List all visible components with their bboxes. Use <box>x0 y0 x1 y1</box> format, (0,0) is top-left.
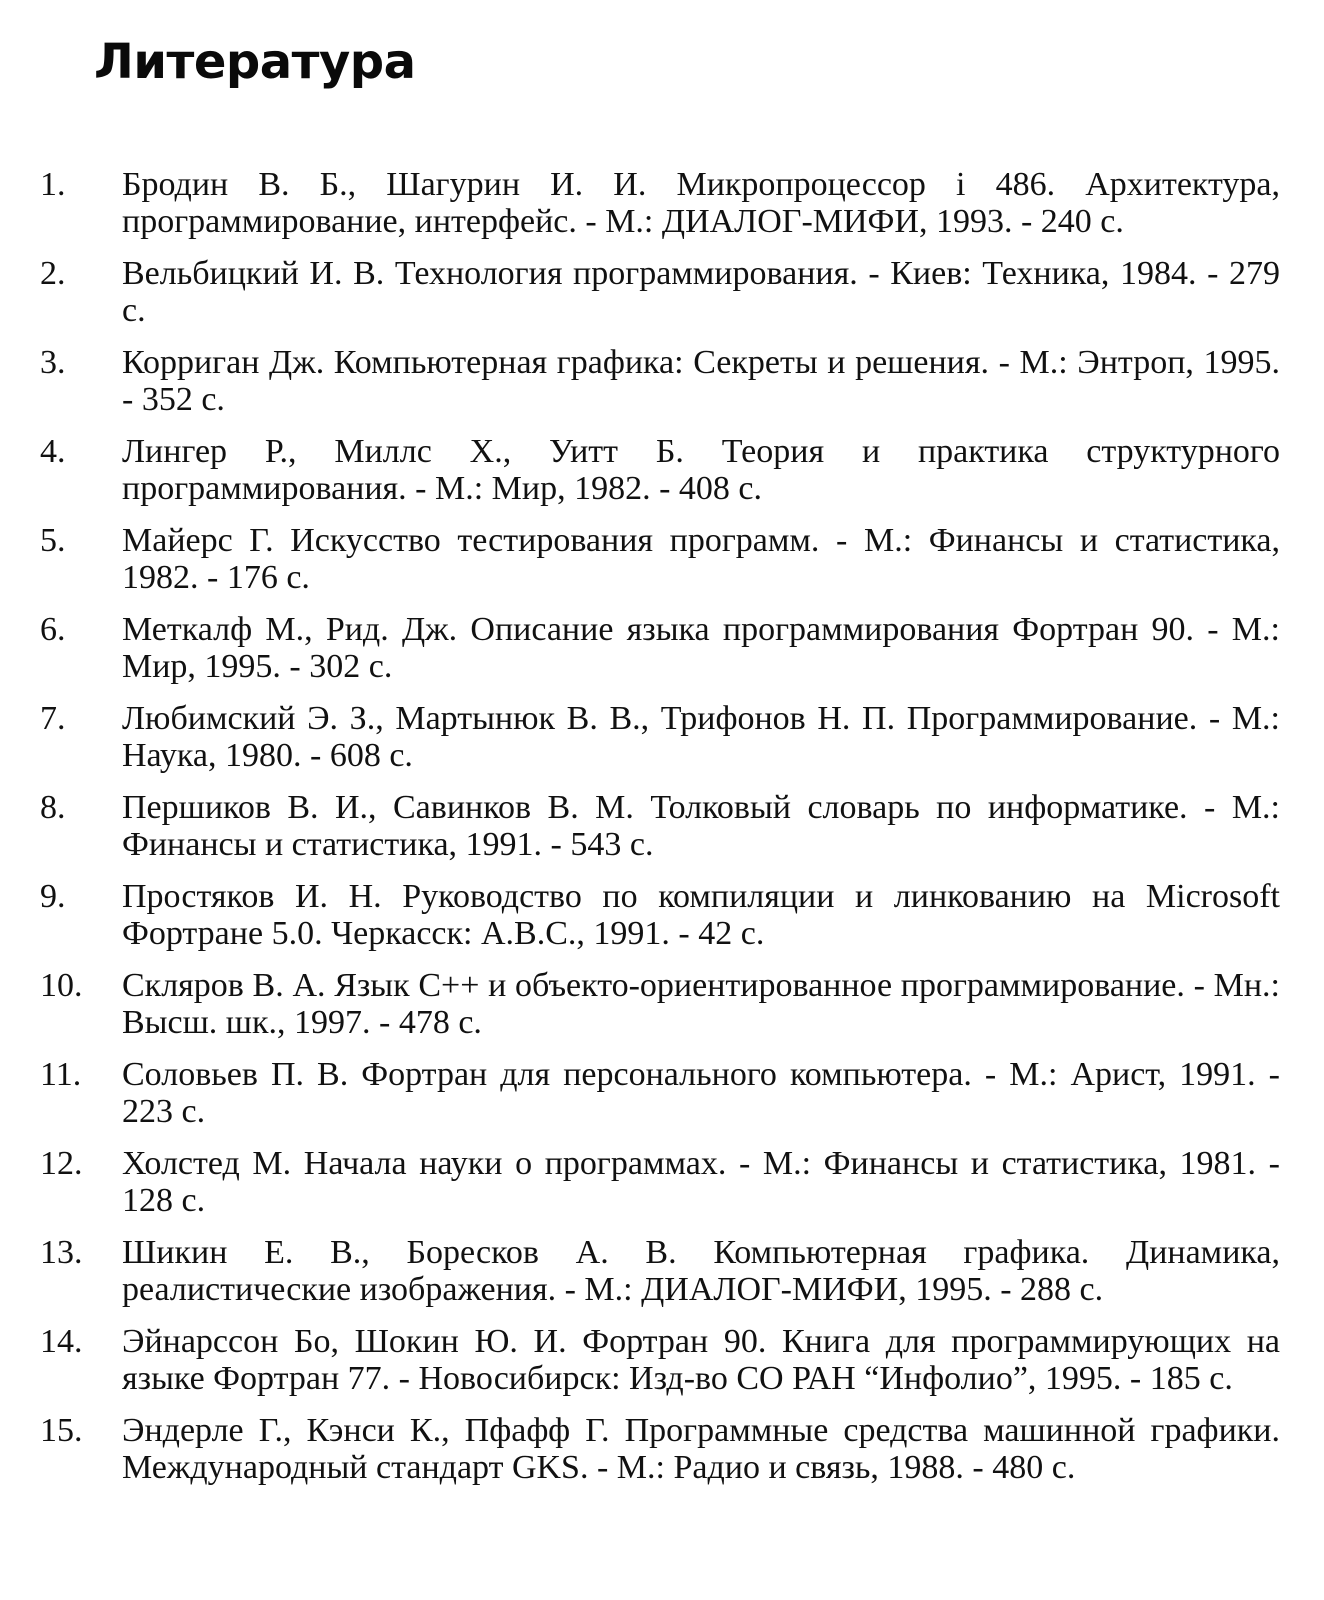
reference-number: 10. <box>40 967 83 1004</box>
reference-list <box>40 166 1280 1501</box>
reference-item <box>40 1323 1280 1397</box>
reference-text: Скляров В. А. Язык С++ и объекто-ориентированное программирование. - Мн.: Высш. шк., 1997. - 478 с. <box>122 967 1280 1041</box>
reference-text: Корриган Дж. Компьютерная графика: Секреты и решения. - М.: Энтроп, 1995. - 352 с. <box>122 344 1280 418</box>
reference-text: Соловьев П. В. Фортран для персонального компьютера. - М.: Арист, 1991. - 223 с. <box>122 1056 1280 1130</box>
reference-number: 3. <box>40 344 66 381</box>
reference-text: Першиков В. И., Савинков В. М. Толковый словарь по информатике. - М.: Финансы и статистика, 1991. - 543 с. <box>122 789 1280 863</box>
reference-text: Шикин Е. В., Боресков А. В. Компьютерная графика. Динамика, реалистические изображения. - М.: ДИАЛОГ-МИФИ, 1995. - 288 с. <box>122 1234 1280 1308</box>
reference-item <box>40 255 1280 329</box>
reference-number: 2. <box>40 255 66 292</box>
reference-number: 5. <box>40 522 66 559</box>
reference-item <box>40 344 1280 418</box>
reference-text: Лингер Р., Миллс Х., Уитт Б. Теория и практика структурного программирования. - М.: Мир, 1982. - 408 с. <box>122 433 1280 507</box>
reference-item <box>40 611 1280 685</box>
reference-text: Бродин В. Б., Шагурин И. И. Микропроцессор i 486. Архитектура, программирование, интерфейс. - М.: ДИАЛОГ-МИФИ, 1993. - 240 с. <box>122 166 1280 240</box>
reference-item <box>40 1056 1280 1130</box>
reference-text: Холстед М. Начала науки о программах. - М.: Финансы и статистика, 1981. - 128 с. <box>122 1145 1280 1219</box>
reference-item <box>40 878 1280 952</box>
reference-item <box>40 700 1280 774</box>
reference-item <box>40 1145 1280 1219</box>
reference-text: Майерс Г. Искусство тестирования программ. - М.: Финансы и статистика, 1982. - 176 с. <box>122 522 1280 596</box>
reference-number: 11. <box>40 1056 82 1093</box>
reference-number: 8. <box>40 789 66 826</box>
reference-number: 6. <box>40 611 66 648</box>
reference-number: 7. <box>40 700 66 737</box>
reference-text: Вельбицкий И. В. Технология программирования. - Киев: Техника, 1984. - 279 с. <box>122 255 1280 329</box>
page-title: Литература <box>94 34 416 90</box>
reference-item <box>40 789 1280 863</box>
reference-item <box>40 1234 1280 1308</box>
reference-text: Меткалф М., Рид. Дж. Описание языка программирования Фортран 90. - М.: Мир, 1995. - 302 с. <box>122 611 1280 685</box>
reference-number: 4. <box>40 433 66 470</box>
reference-item <box>40 967 1280 1041</box>
reference-text: Любимский Э. З., Мартынюк В. В., Трифонов Н. П. Программирование. - М.: Наука, 1980. - 608 с. <box>122 700 1280 774</box>
reference-item <box>40 1412 1280 1486</box>
reference-number: 13. <box>40 1234 83 1271</box>
reference-text: Простяков И. Н. Руководство по компиляции и линкованию на Microsoft Фортране 5.0. Черкасск: А.В.С., 1991. - 42 с. <box>122 878 1280 952</box>
reference-text: Эйнарссон Бо, Шокин Ю. И. Фортран 90. Книга для программирующих на языке Фортран 77. - Новосибирск: Изд-во СО РАН “Инфолио”, 1995. - 185 с. <box>122 1323 1280 1397</box>
reference-number: 14. <box>40 1323 83 1360</box>
reference-number: 9. <box>40 878 66 915</box>
reference-number: 15. <box>40 1412 83 1449</box>
reference-number: 1. <box>40 166 66 203</box>
reference-text: Эндерле Г., Кэнси К., Пфафф Г. Программные средства машинной графики. Международный стандарт GKS. - М.: Радио и связь, 1988. - 480 с. <box>122 1412 1280 1486</box>
reference-item <box>40 166 1280 240</box>
reference-item <box>40 522 1280 596</box>
reference-number: 12. <box>40 1145 83 1182</box>
reference-item <box>40 433 1280 507</box>
